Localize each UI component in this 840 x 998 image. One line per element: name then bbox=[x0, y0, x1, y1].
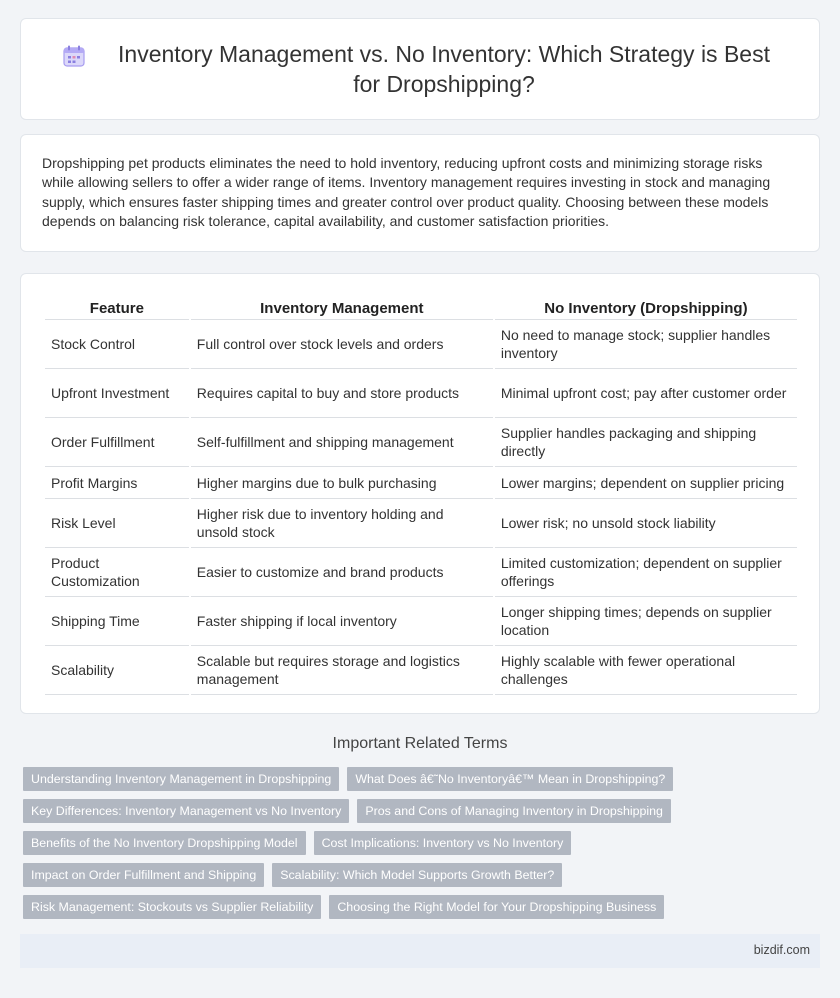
row-dropshipping-value: Supplier handles packaging and shipping directly bbox=[495, 418, 797, 467]
row-feature: Risk Level bbox=[45, 499, 189, 548]
related-term-link[interactable]: Risk Management: Stockouts vs Supplier Reliability bbox=[23, 895, 321, 919]
row-dropshipping-value: Minimal upfront cost; pay after customer order bbox=[495, 369, 797, 418]
row-feature: Product Customization bbox=[45, 548, 189, 597]
row-dropshipping-value: Longer shipping times; depends on supplier location bbox=[495, 597, 797, 646]
table-row bbox=[45, 499, 797, 548]
header-inventory-management: Inventory Management bbox=[191, 296, 493, 320]
row-dropshipping-value: Limited customization; dependent on supplier offerings bbox=[495, 548, 797, 597]
footer bbox=[20, 934, 820, 968]
table-row bbox=[45, 548, 797, 597]
intro-card bbox=[20, 134, 820, 252]
row-inventory-value: Full control over stock levels and orders bbox=[191, 320, 493, 369]
row-inventory-value: Requires capital to buy and store products bbox=[191, 369, 493, 418]
row-feature: Stock Control bbox=[45, 320, 189, 369]
row-feature: Order Fulfillment bbox=[45, 418, 189, 467]
row-feature: Profit Margins bbox=[45, 467, 189, 499]
related-term-link[interactable]: Choosing the Right Model for Your Dropshipping Business bbox=[329, 895, 664, 919]
row-inventory-value: Higher margins due to bulk purchasing bbox=[191, 467, 493, 499]
related-term-link[interactable]: Impact on Order Fulfillment and Shipping bbox=[23, 863, 264, 887]
header-feature: Feature bbox=[45, 296, 189, 320]
table-row bbox=[45, 597, 797, 646]
related-term-link[interactable]: Benefits of the No Inventory Dropshipping Model bbox=[23, 831, 306, 855]
table-row bbox=[45, 646, 797, 695]
row-inventory-value: Scalable but requires storage and logistics management bbox=[191, 646, 493, 695]
site-link[interactable]: bizdif.com bbox=[753, 943, 810, 957]
row-feature: Scalability bbox=[45, 646, 189, 695]
comparison-card bbox=[20, 273, 820, 714]
related-term-link[interactable]: What Does â€˜No Inventoryâ€™ Mean in Dropshipping? bbox=[347, 767, 673, 791]
row-inventory-value: Higher risk due to inventory holding and unsold stock bbox=[191, 499, 493, 548]
related-terms-list bbox=[23, 767, 813, 919]
table-row bbox=[45, 320, 797, 369]
table-row bbox=[45, 467, 797, 499]
related-term-link[interactable]: Pros and Cons of Managing Inventory in Dropshipping bbox=[357, 799, 671, 823]
related-term-link[interactable]: Scalability: Which Model Supports Growth Better? bbox=[272, 863, 562, 887]
row-dropshipping-value: No need to manage stock; supplier handles inventory bbox=[495, 320, 797, 369]
related-terms-title: Important Related Terms bbox=[332, 735, 508, 752]
comparison-table bbox=[43, 296, 799, 695]
table-row bbox=[45, 418, 797, 467]
page-title: Inventory Management vs. No Inventory: Which Strategy is Best for Dropshipping? bbox=[118, 41, 770, 97]
header-no-inventory: No Inventory (Dropshipping) bbox=[495, 296, 797, 320]
table-row bbox=[45, 369, 797, 418]
header-card bbox=[20, 18, 820, 120]
related-term-link[interactable]: Understanding Inventory Management in Dropshipping bbox=[23, 767, 339, 791]
intro-paragraph: Dropshipping pet products eliminates the need to hold inventory, reducing upfront costs and minimizing storage risks while allowing sellers to offer a wider range of items. Inventory management requires investing in stock and managing supply, which ensures faster shipping times and greater control over product quality. Choosing between these models depends on balancing risk tolerance, capital availability, and customer satisfaction priorities. bbox=[42, 155, 771, 230]
table-header-row bbox=[45, 296, 797, 320]
row-inventory-value: Faster shipping if local inventory bbox=[191, 597, 493, 646]
row-inventory-value: Easier to customize and brand products bbox=[191, 548, 493, 597]
row-feature: Upfront Investment bbox=[45, 369, 189, 418]
row-inventory-value: Self-fulfillment and shipping management bbox=[191, 418, 493, 467]
row-dropshipping-value: Lower risk; no unsold stock liability bbox=[495, 499, 797, 548]
row-dropshipping-value: Lower margins; dependent on supplier pricing bbox=[495, 467, 797, 499]
row-feature: Shipping Time bbox=[45, 597, 189, 646]
row-dropshipping-value: Highly scalable with fewer operational challenges bbox=[495, 646, 797, 695]
related-term-link[interactable]: Cost Implications: Inventory vs No Inventory bbox=[314, 831, 572, 855]
calendar-icon bbox=[61, 43, 87, 69]
related-term-link[interactable]: Key Differences: Inventory Management vs No Inventory bbox=[23, 799, 349, 823]
